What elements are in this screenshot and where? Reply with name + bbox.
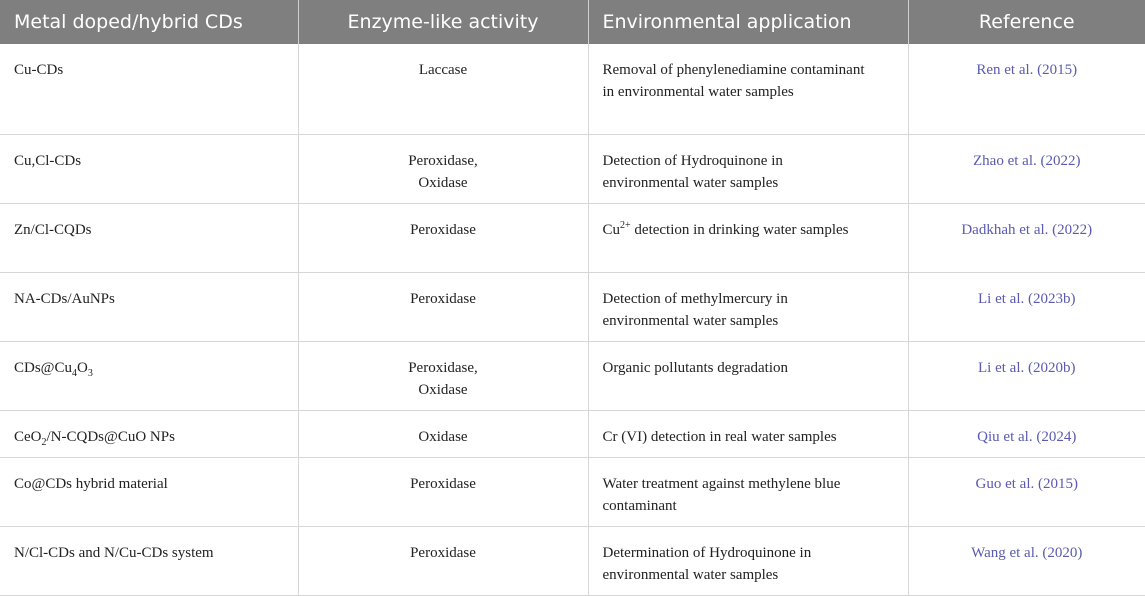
header-material: Metal doped/hybrid CDs [0,0,298,44]
application-cell: Organic pollutants degradation [588,342,908,411]
table-row [0,342,1145,411]
material-cell: Zn/Cl-CQDs [0,204,298,273]
activity-cell: Peroxidase [298,527,588,596]
activity-line: Peroxidase, [408,153,478,169]
reference-cell [908,342,1145,411]
table-row [0,44,1145,135]
activity-line: Oxidase [418,382,468,398]
material-cell: N/Cl-CDs and N/Cu-CDs system [0,527,298,596]
reference-cell [908,204,1145,273]
header-application: Environmental application [588,0,908,44]
material-cell [0,411,298,458]
reference-link[interactable]: Guo et al. (2015) [975,476,1078,492]
application-cell: Detection of methylmercury in environmental water samples [588,273,908,342]
reference-link[interactable]: Li et al. (2023b) [978,291,1076,307]
table-row [0,204,1145,273]
table-header-row [0,0,1145,44]
reference-link[interactable]: Zhao et al. (2022) [973,153,1081,169]
table-row [0,411,1145,458]
material-cell: Cu-CDs [0,44,298,135]
activity-line: Peroxidase, [408,360,478,376]
application-cell: Cr (VI) detection in real water samples [588,411,908,458]
application-text: Cu [602,222,621,238]
reference-link[interactable]: Qiu et al. (2024) [977,429,1077,445]
activity-line: Oxidase [418,175,468,191]
material-cell: NA-CDs/AuNPs [0,273,298,342]
material-cell [0,342,298,411]
application-cell: Removal of phenylenediamine contaminant in environmental water samples [588,44,908,135]
reference-link[interactable]: Ren et al. (2015) [976,62,1078,78]
reference-cell [908,44,1145,135]
application-text: detection in drinking water samples [630,222,849,238]
material-text: CDs@Cu [14,360,72,376]
application-cell: Determination of Hydroquinone in environmental water samples [588,527,908,596]
table-row [0,135,1145,204]
reference-cell [908,458,1145,527]
activity-cell: Oxidase [298,411,588,458]
material-text: /N-CQDs@CuO NPs [46,429,175,445]
activity-cell: Peroxidase [298,458,588,527]
activity-cell [298,342,588,411]
material-text: O [77,360,88,376]
application-cell [588,204,908,273]
material-cell: Cu,Cl-CDs [0,135,298,204]
material-cell: Co@CDs hybrid material [0,458,298,527]
material-text: CeO [14,429,42,445]
application-cell: Water treatment against methylene blue contaminant [588,458,908,527]
reference-cell [908,273,1145,342]
activity-cell: Laccase [298,44,588,135]
reference-link[interactable]: Dadkhah et al. (2022) [961,222,1093,238]
subscript: 2 [41,437,47,448]
charge-superscript: 2+ [620,220,631,231]
subscript: 4 [72,368,77,379]
reference-link[interactable]: Li et al. (2020b) [978,360,1076,376]
activity-cell [298,135,588,204]
subscript: 3 [87,368,93,379]
activity-cell: Peroxidase [298,204,588,273]
table-row [0,273,1145,342]
header-activity: Enzyme-like activity [298,0,588,44]
activity-cell: Peroxidase [298,273,588,342]
reference-cell [908,527,1145,596]
reference-cell [908,135,1145,204]
table-row [0,527,1145,596]
reference-cell [908,411,1145,458]
table-row [0,458,1145,527]
reference-link[interactable]: Wang et al. (2020) [971,545,1083,561]
application-cell: Detection of Hydroquinone in environmental water samples [588,135,908,204]
header-reference: Reference [908,0,1145,44]
